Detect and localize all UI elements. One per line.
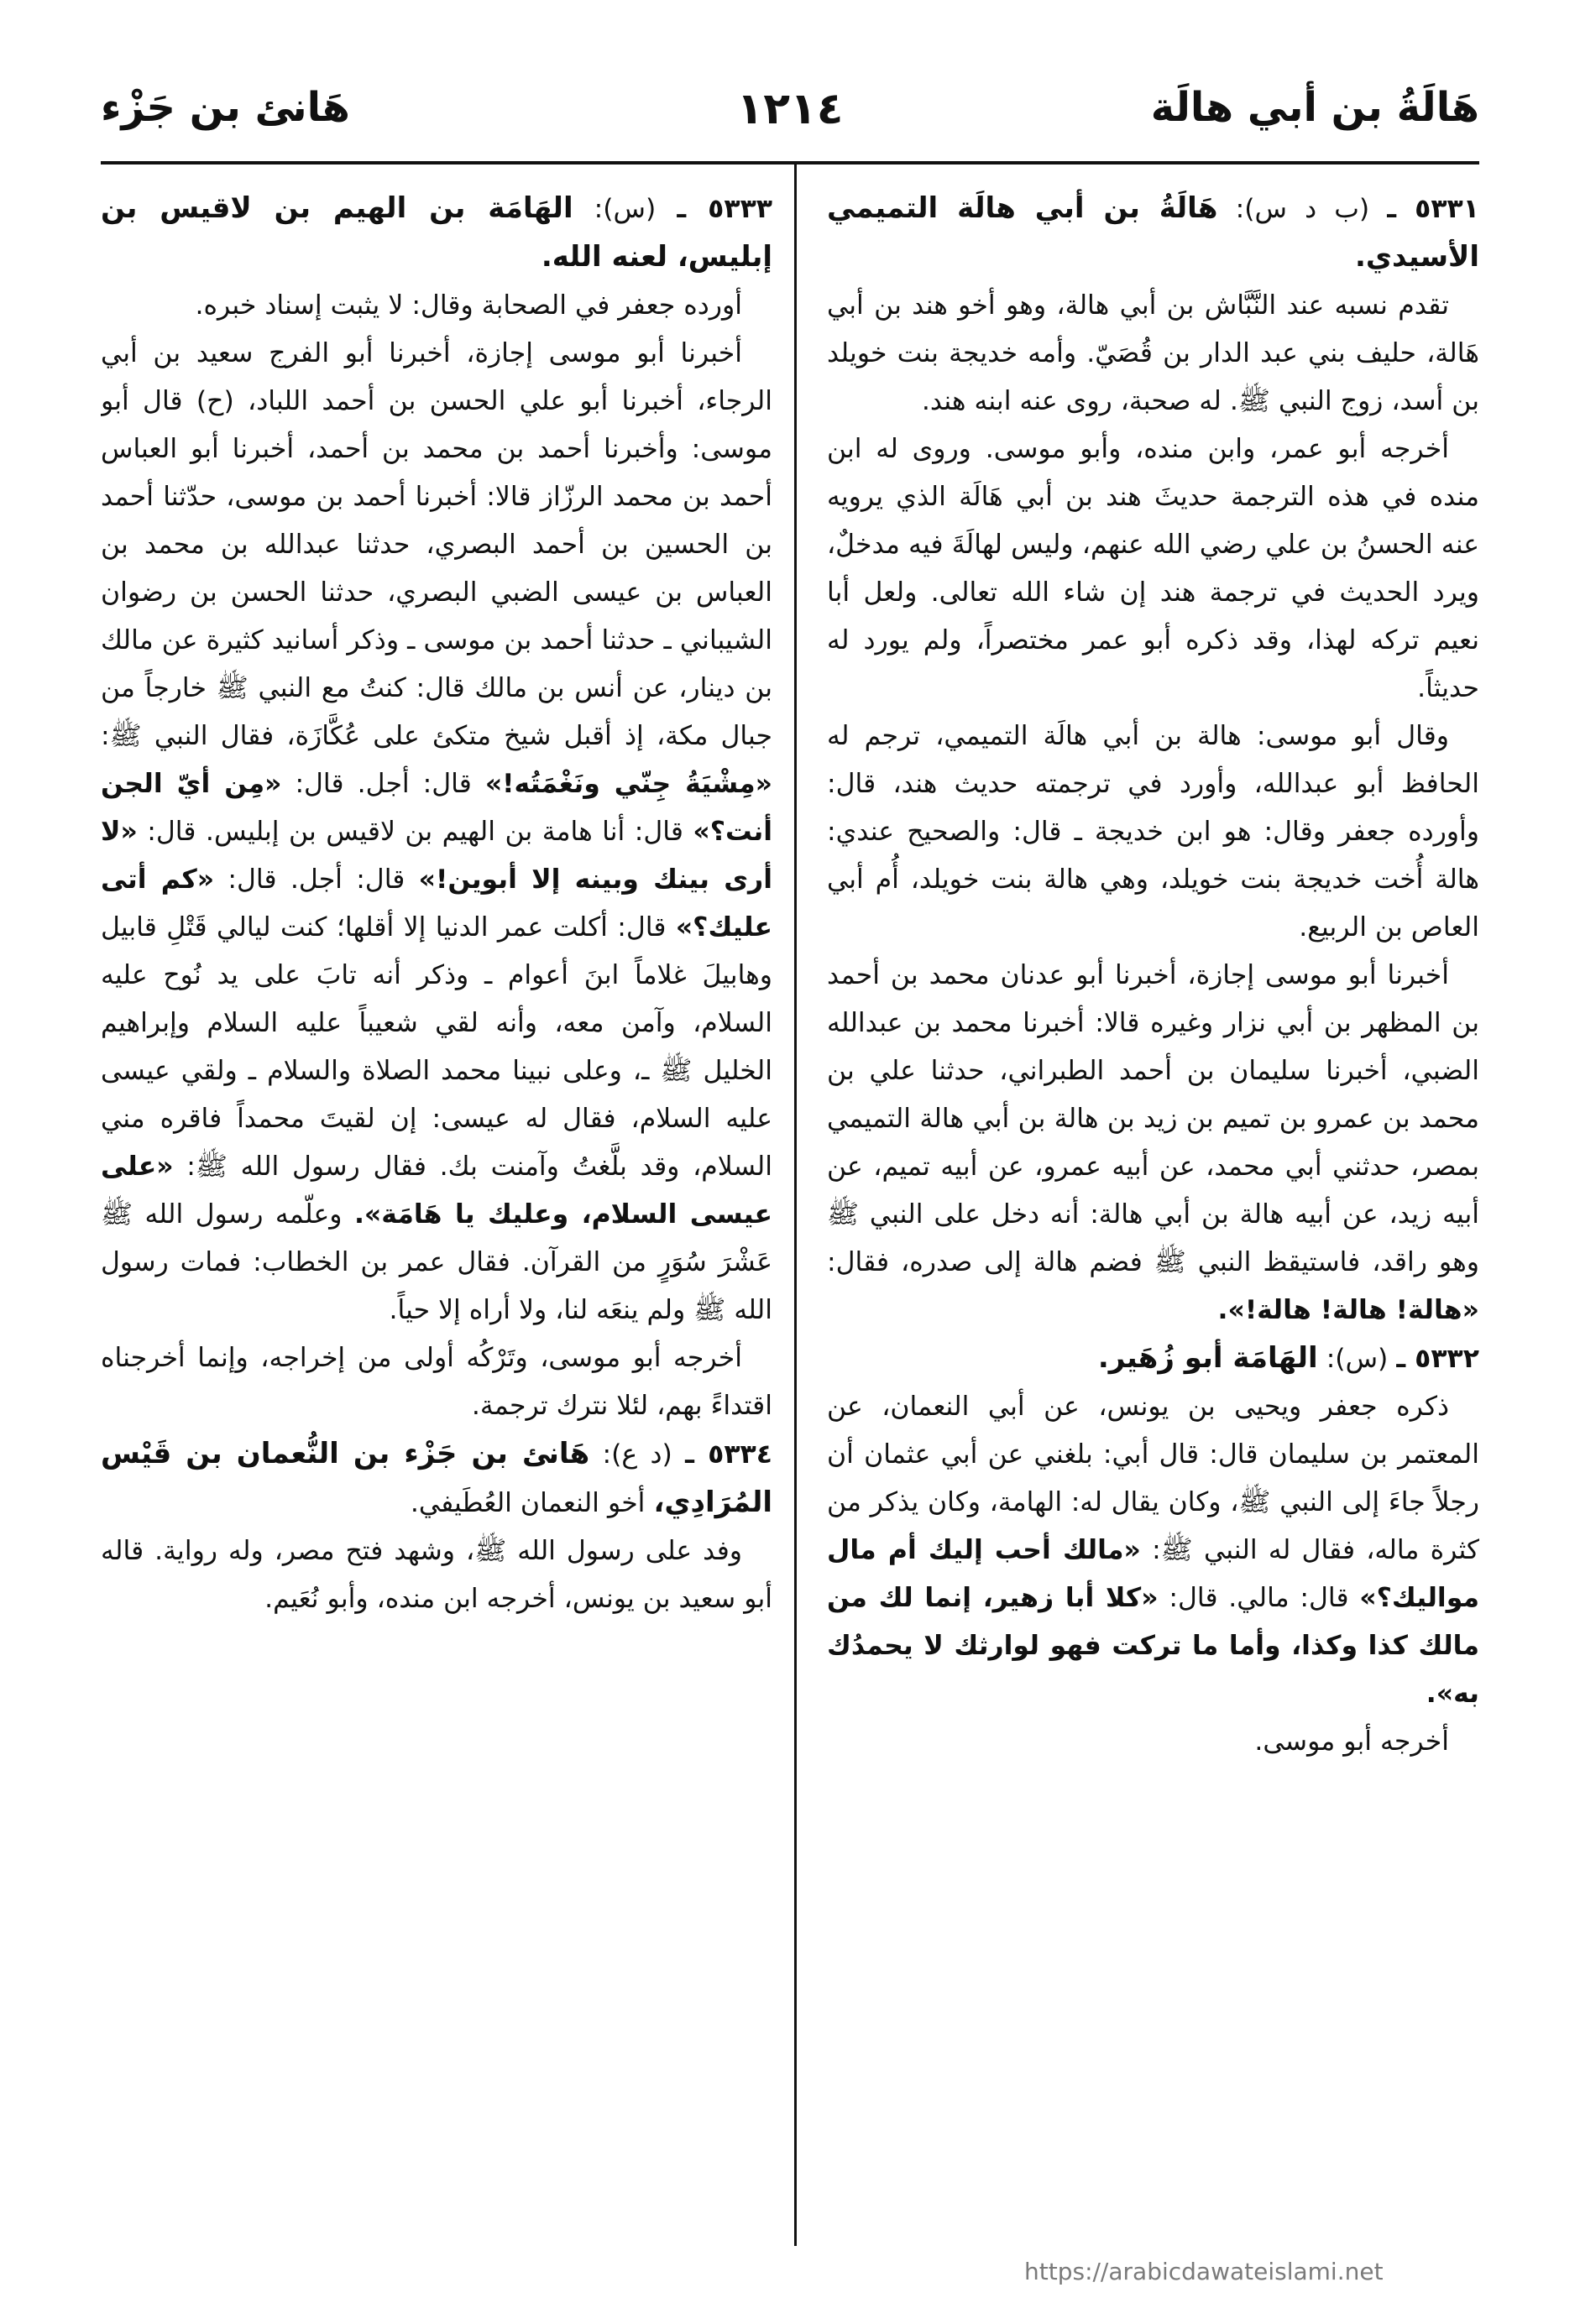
- entry-name: الهَامَة بن الهيم بن لاقيس بن إبليس، لعنه الله.: [101, 191, 772, 274]
- entry-code: (س):: [1326, 1344, 1389, 1374]
- text-run: قال: أجل. قال:: [228, 864, 405, 895]
- entry-number: ٥٣٣٣ ـ: [677, 194, 772, 224]
- hadith-quote: «كلا أبا زهير، إنما لك من مالك كذا وكذا، وأما ما تركت فهو لوارثك لا يحمدُك به».: [827, 1583, 1479, 1709]
- entry-code: (د ع):: [602, 1439, 672, 1470]
- entry-code: (ب د س):: [1235, 194, 1370, 224]
- hadith-quote: «هالة! هالة! هالة!».: [1217, 1295, 1479, 1325]
- text-run: وعلّمه رسول الله ﷺ عَشْرَ سُوَرٍ من القرآن. فقال عمر بن الخطاب: فمات رسول الله ﷺ ولم ينعَه لنا، ولا أراه إلا حياً.: [101, 1199, 772, 1325]
- text-run: أخبرنا أبو موسى إجازة، أخبرنا أبو الفرج سعيد بن أبي الرجاء، أخبرنا أبو علي الحسن بن أحمد اللباد، (ح) قال أبو موسى: وأخبرنا أحمد بن محمد بن أحمد، أخبرنا أبو العباس أحمد بن محمد الرزّاز قالا: أخبرنا أحمد بن موسى، حدّثنا أحمد بن الحسين بن أحمد البصري، حدثنا عبدالله بن محمد بن العباس بن عيسى الضبي البصري، حدثنا الحسن بن رضوان الشيباني ـ حدثنا أحمد بن موسى ـ وذكر أسانيد كثيرة عن مالك بن دينار، عن أنس بن مالك قال: كنتُ مع النبي ﷺ خارجاً من جبال مكة، إذ أقبل شيخ متكئ على عُكَّازَة، فقال النبي ﷺ:: [101, 338, 772, 751]
- entry-code: (س):: [594, 194, 657, 224]
- text-run: قال: مالي. قال:: [1169, 1583, 1349, 1613]
- paragraph: أخرجه أبو موسى، وتَرْكُه أولى من إخراجه، وإنما أخرجناه اقتداءً بهم، لئلا نترك ترجمة.: [101, 1343, 772, 1421]
- watermark-url: https://arabicdawateislami.net: [1024, 2258, 1384, 2285]
- entry-name: هَالَةُ بن أبي هالَة التميمي الأسيدي.: [827, 191, 1479, 274]
- text-run: ذكره جعفر ويحيى بن يونس، عن أبي النعمان، عن المعتمر بن سليمان قال: قال أبي: بلغني عن أبي عثمان أن رجلاً جاءَ إلى النبي ﷺ، وكان يقال له: الهامة، وكان يذكر من كثرة ماله، فقال له النبي ﷺ:: [827, 1392, 1479, 1565]
- text-run: قال: أجل. قال:: [295, 769, 472, 799]
- hadith-quote: «كم أتى عليك؟»: [101, 864, 772, 943]
- header-rule: [101, 161, 1479, 165]
- entry-5333-heading: [101, 185, 772, 282]
- entry-number: ٥٣٣٤ ـ: [685, 1439, 772, 1470]
- paragraph: أخرجه أبو عمر، وابن منده، وأبو موسى. وروى له ابن منده في هذه الترجمة حديثَ هند بن أبي هَالَة الذي يرويه عنه الحسنُ بن علي رضي الله عنهم، وليس لهالَةَ فيه مدخلٌ، ويرد الحديث في ترجمة هند إن شاء الله تعالى. ولعل أبا نعيم تركه لهذا، وقد ذكره أبو عمر مختصراً، ولم يورد له حديثاً.: [827, 434, 1479, 703]
- entry-name: الهَامَة أبو زُهَير.: [1097, 1341, 1318, 1375]
- paragraph: تقدم نسبه عند النَّبَّاش بن أبي هالة، وهو أخو هند بن أبي هَالة، حليف بني عبد الدار بن قُصَيّ. وأمه خديجة بنت خويلد بن أسد، زوج النبي ﷺ. له صحبة، روى عنه ابنه هند.: [827, 290, 1479, 416]
- right-column: [827, 185, 1479, 2249]
- page-number: ١٢١٤: [736, 84, 844, 134]
- paragraph: أخرجه أبو موسى.: [1254, 1726, 1449, 1757]
- entry-name: هَانئ بن جَزْء بن النُّعمان بن قَيْس المُرَادِي،: [101, 1437, 772, 1519]
- left-column: [101, 185, 772, 2249]
- hadith-quote: «لا أرى بينك وبينه إلا أبوين!»: [101, 817, 772, 895]
- entry-5331-heading: [827, 185, 1479, 282]
- paragraph: وفد على رسول الله ﷺ، وشهد فتح مصر، وله رواية. قاله أبو سعيد بن يونس، أخرجه ابن منده، وأبو نُعَيم.: [101, 1536, 772, 1614]
- hadith-quote: «مِشْيَةُ جِنّي ونَغْمَتُه!»: [484, 769, 772, 799]
- text-run: قال: أنا هامة بن الهيم بن لاقيس بن إبليس. قال:: [147, 817, 683, 847]
- hadith-quote: «مِن أيّ الجن أنت؟»: [101, 769, 772, 847]
- entry-number: ٥٣٣١ ـ: [1387, 194, 1479, 224]
- paragraph: [827, 952, 1479, 1334]
- paragraph: أورده جعفر في الصحابة وقال: لا يثبت إسناد خبره.: [195, 290, 742, 321]
- text-run: أخو النعمان العُطَيفي.: [410, 1488, 646, 1518]
- column-divider: [794, 165, 797, 2246]
- running-head-right: هَالَةُ بن أبي هالَة: [1150, 84, 1479, 131]
- text-run: قال: أكلت عمر الدنيا إلا أقلها؛ كنت ليالي قَتْلِ قابيل وهابيلَ غلاماً ابنَ أعوام ـ وذكر أنه تابَ على يد نُوح عليه السلام، وآمن معه، وأنه لقي شعيباً عليه السلام وإبراهيم الخليل ﷺ ـ، وعلى نبينا محمد الصلاة والسلام ـ ولقي عيسى عليه السلام، فقال له عيسى: إن لقيتَ محمداً فاقره مني السلام، وقد بلَّغتُ وآمنت بك. فقال رسول الله ﷺ:: [101, 912, 772, 1182]
- paragraph: [101, 330, 772, 1334]
- entry-number: ٥٣٣٢ ـ: [1396, 1344, 1479, 1374]
- running-head-left: هَانئ بن جَزْء: [101, 84, 350, 131]
- hadith-quote: «مالك أحب إليك أم مال مواليك؟»: [827, 1535, 1479, 1613]
- paragraph: وقال أبو موسى: هالة بن أبي هالَة التميمي، ترجم له الحافظ أبو عبدالله، وأورد في ترجمته حديث هند، قال: وأورده جعفر وقال: هو ابن خديجة ـ قال: والصحيح عندي: هالة أُخت خديجة بنت خويلد، وهي هالة بنت خويلد، أُم أبي العاص بن الربيع.: [827, 721, 1479, 943]
- page-header: [101, 80, 1479, 155]
- entry-5332-heading: [827, 1334, 1479, 1383]
- paragraph: [827, 1383, 1479, 1718]
- text-run: أخبرنا أبو موسى إجازة، أخبرنا أبو عدنان محمد بن أحمد بن المظهر بن أبي نزار وغيره قالا: أخبرنا محمد بن عبدالله الضبي، أخبرنا سليمان بن أحمد الطبراني، حدثنا علي بن محمد بن عمرو بن تميم بن زيد بن هالة بن أبي هالة التميمي بمصر، حدثني أبي محمد، عن أبيه عمرو، عن أبيه تميم، عن أبيه زيد، عن أبيه هالة بن أبي هالة: أنه دخل على النبي ﷺ وهو راقد، فاستيقظ النبي ﷺ فضم هالة إلى صدره، فقال:: [827, 960, 1479, 1277]
- entry-5334-heading: [101, 1430, 772, 1528]
- hadith-quote: «على عيسى السلام، وعليك يا هَامَة».: [101, 1152, 772, 1230]
